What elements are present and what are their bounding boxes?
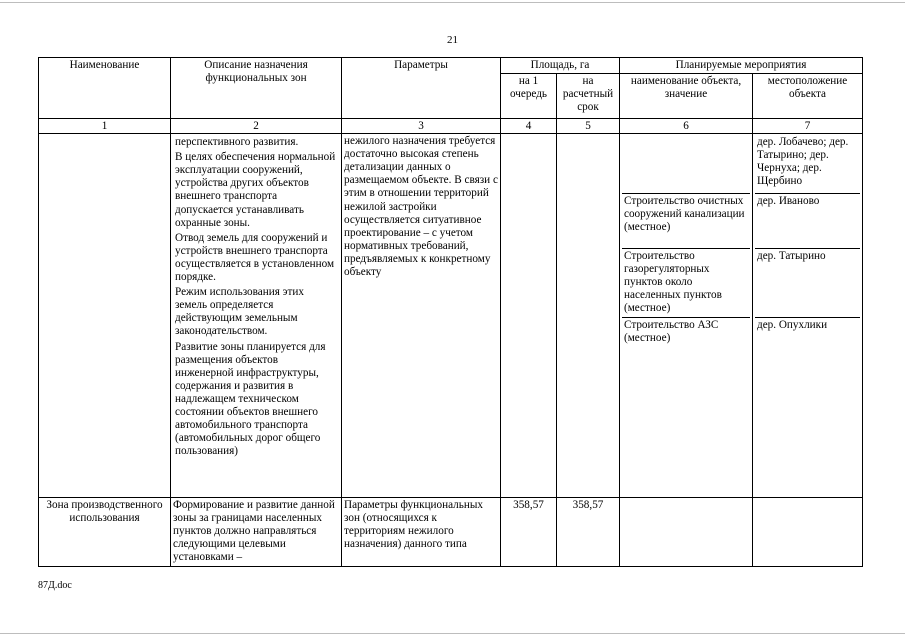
zone-name-cell: Зона производственного использования	[39, 498, 171, 566]
footer-filename: 87Д.doc	[38, 580, 72, 591]
description-paragraph: В целях обеспечения нормальной эксплуатации сооружений, устройства других объектов внешнего транспорта допускается устанавливать охранные зоны.	[175, 151, 336, 229]
zone-name-cell	[39, 134, 171, 498]
header-area-group: Площадь, га	[501, 58, 620, 74]
area-calc-term-cell	[557, 134, 620, 498]
measure-name: Строительство очистных сооружений канализации (местное)	[622, 193, 750, 248]
scan-artifact-bottom	[0, 633, 905, 634]
measure-name: Строительство АЗС (местное)	[622, 317, 750, 346]
measure-location-cell	[753, 498, 863, 566]
measure-locations-cell	[753, 134, 863, 498]
column-number: 5	[557, 119, 620, 134]
measure-location: дер. Опухлики	[755, 317, 860, 333]
measure-location: дер. Лобачево; дер. Татырино; дер. Чернуха; дер. Щербино	[757, 136, 849, 188]
header-area-first-stage: на 1 очередь	[501, 74, 557, 119]
column-number: 7	[753, 119, 863, 134]
column-number-row	[39, 119, 863, 134]
measure-location: дер. Иваново	[755, 193, 860, 248]
column-number: 3	[342, 119, 501, 134]
page-number: 21	[447, 34, 458, 46]
zone-description-cell: Формирование и развитие данной зоны за границами населенных пунктов должно направляться следующими целевыми установками –	[171, 498, 342, 566]
measure-names-cell	[620, 134, 753, 498]
measure-name	[622, 135, 750, 193]
table-row	[39, 134, 863, 498]
column-number: 4	[501, 119, 557, 134]
zone-description-cell	[171, 134, 342, 498]
header-parameters: Параметры	[342, 58, 501, 119]
description-paragraph: Отвод земель для сооружений и устройств внешнего транспорта осуществляется в установленном порядке.	[175, 231, 335, 284]
header-description: Описание назначения функциональных зон	[171, 58, 342, 119]
header-measure-name: наименование объекта, значение	[620, 74, 753, 119]
description-paragraph: Развитие зоны планируется для размещения объектов инженерной инфраструктуры, содержания и развития в надлежащем техническом состоянии объектов внешнего автомобильного транспорта (автомобильных дорог общего пользования)	[175, 340, 326, 458]
header-area-calc-term: на расчетный срок	[557, 74, 620, 119]
column-number: 2	[171, 119, 342, 134]
header-name: Наименование	[39, 58, 171, 119]
zone-parameters-cell: Параметры функциональных зон (относящихся к территориям нежилого назначения) данного типа	[342, 498, 501, 566]
header-measures-group: Планируемые мероприятия	[620, 58, 863, 74]
description-paragraph: Режим использования этих земель определяется действующим земельным законодательством.	[175, 286, 304, 338]
measure-location: дер. Татырино	[755, 248, 860, 317]
zone-parameters-cell: нежилого назначения требуется достаточно высокая степень детализации данных о размещаемом объекте. В связи с этим в отношении территорий нежилой застройки осуществляется ситуативное проектирование – с учетом нормативных требований, предъявляемых к конкретному объекту	[342, 134, 501, 498]
scan-artifact-top	[0, 2, 905, 3]
area-calc-term-cell: 358,57	[557, 498, 620, 566]
header-measure-location: местоположение объекта	[753, 74, 863, 119]
measure-name: Строительство газорегуляторных пунктов около населенных пунктов (местное)	[622, 248, 750, 317]
area-first-stage-cell	[501, 134, 557, 498]
description-paragraph: перспективного развития.	[175, 136, 299, 149]
area-first-stage-cell: 358,57	[501, 498, 557, 566]
functional-zones-table	[38, 57, 863, 567]
header-row-1	[39, 58, 863, 74]
column-number: 6	[620, 119, 753, 134]
table-row	[39, 498, 863, 566]
measure-name-cell	[620, 498, 753, 566]
column-number: 1	[39, 119, 171, 134]
